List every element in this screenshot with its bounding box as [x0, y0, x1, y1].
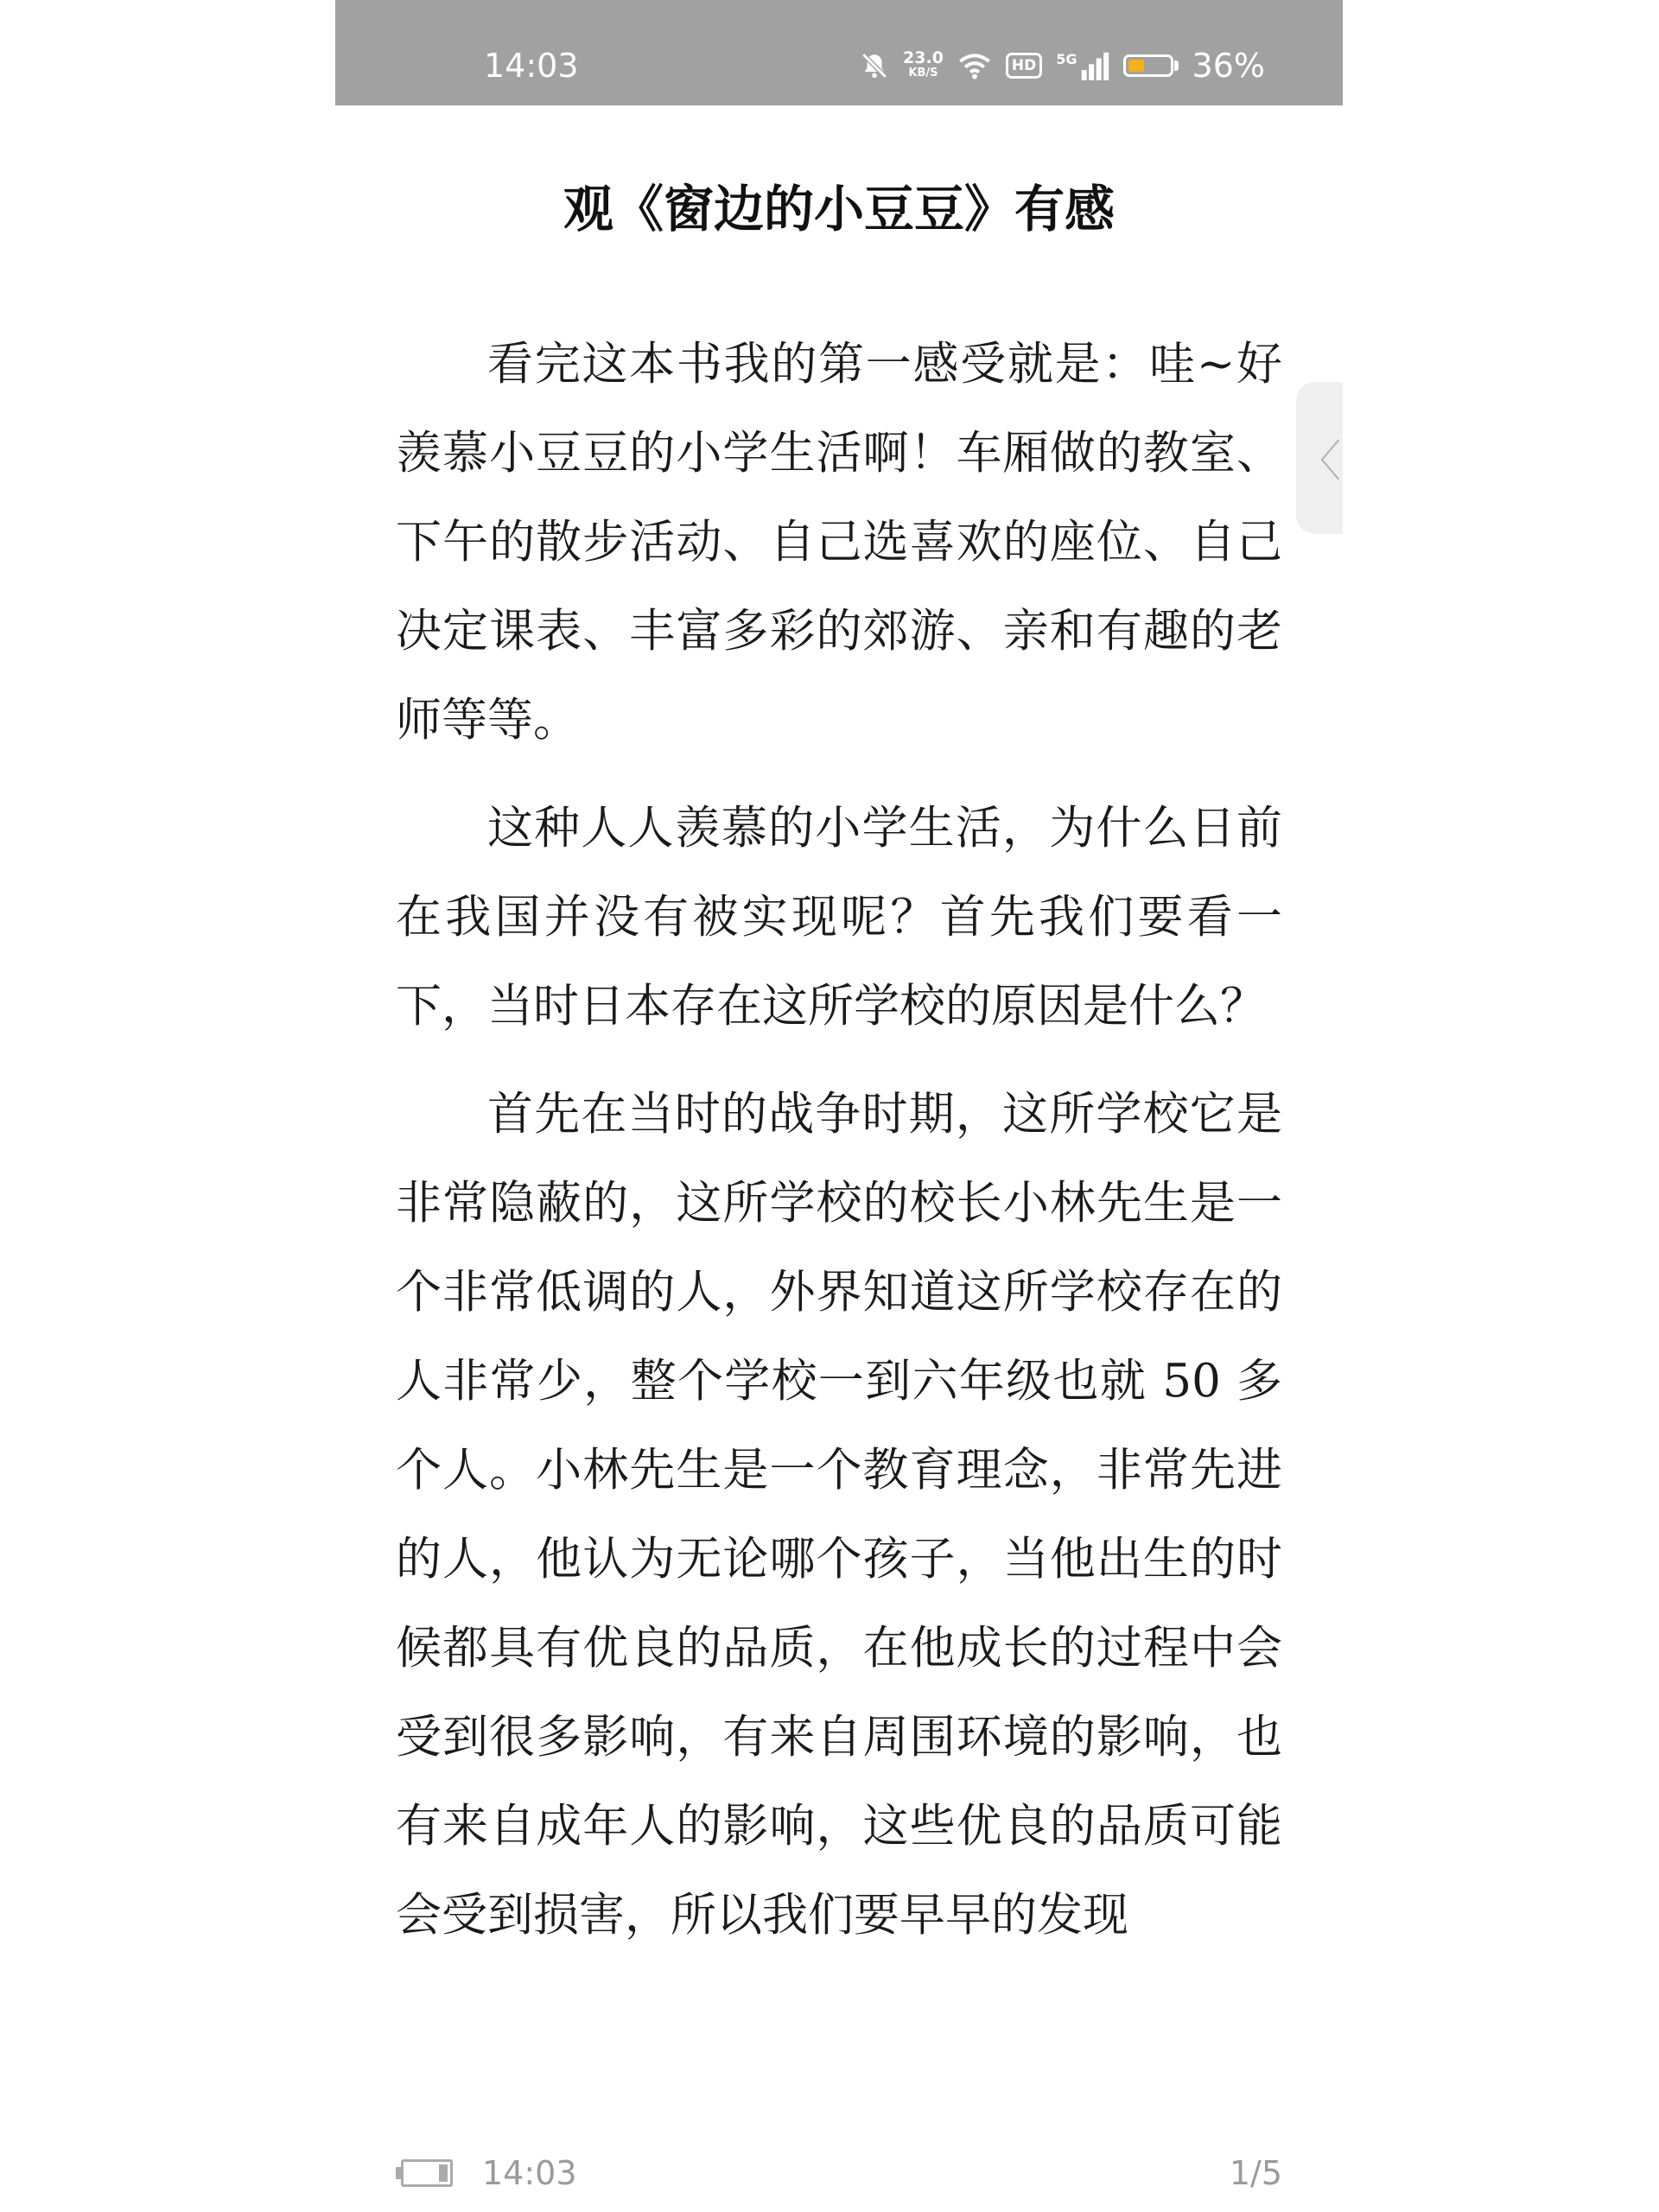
signal-icon — [1080, 51, 1109, 80]
net-speed — [903, 50, 944, 81]
article-body — [396, 320, 1282, 1979]
paragraph-3: 首先在当时的战争时期，这所学校它是非常隐蔽的，这所学校的校长小林先生是一个非常低调的人，外界知道这所学校存在的人非常少，整个学校一到六年级也就 50 多个人。小林先生是一个教育理念，非常先进的人，他认为无论哪个孩子，当他出生的时候都具有优良的品质，在他成长的过程中会受到很多影响，有来自周围环境的影响，也有来自成年人的影响，这些优良的品质可能会受到损害，所以我们要早早的发现 — [396, 1088, 1282, 1942]
chevron-left-icon: 〈 — [1298, 436, 1341, 486]
bell-off-icon — [860, 51, 889, 80]
signal-group — [1056, 51, 1109, 80]
battery-fill — [1128, 60, 1145, 72]
wifi-icon — [957, 51, 992, 80]
article-title: 观《窗边的小豆豆》有感 — [563, 180, 1115, 238]
battery-percent: 36% — [1192, 47, 1265, 85]
status-icons — [860, 43, 1265, 88]
paragraph-1: 看完这本书我的第一感受就是：哇~好羡慕小豆豆的小学生活啊！车厢做的教室、下午的散步活动、自己选喜欢的座位、自己决定课表、丰富多彩的郊游、亲和有趣的老师等等。 — [396, 338, 1282, 747]
status-time: 14:03 — [484, 47, 579, 85]
battery-icon — [1123, 54, 1179, 77]
footer-time: 14:03 — [482, 2154, 577, 2192]
net-speed-value: 23.0 — [903, 48, 944, 67]
page-indicator: 1/5 — [1229, 2154, 1282, 2192]
hd-badge: HD — [1006, 53, 1042, 79]
footer-battery-icon — [396, 2159, 453, 2187]
signal-label: 5G — [1056, 51, 1077, 67]
footer-battery-fill — [439, 2164, 448, 2182]
net-speed-unit: KB/S — [908, 67, 938, 79]
reader-footer — [396, 2152, 1282, 2195]
paragraph-2: 这种人人羡慕的小学生活，为什么日前在我国并没有被实现呢？首先我们要看一下，当时日本存在这所学校的原因是什么？ — [396, 802, 1282, 1033]
status-bar — [335, 0, 1343, 105]
side-menu-tab[interactable] — [1296, 382, 1343, 534]
